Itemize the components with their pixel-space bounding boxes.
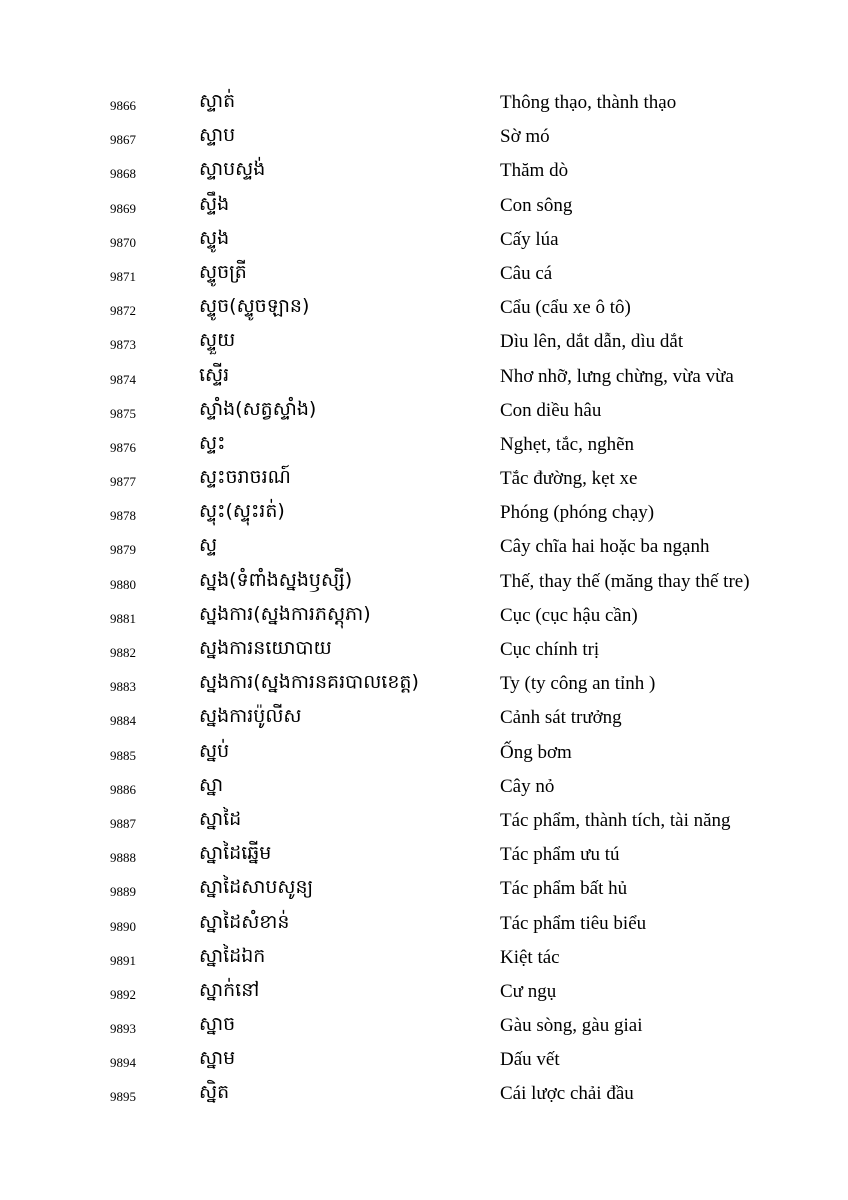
entry-row	[0, 840, 848, 874]
khmer-term: ស្ទុះ(ស្ទុះរត់)	[199, 500, 285, 523]
khmer-term: ស្ទះ	[199, 431, 226, 454]
entry-row	[0, 1011, 848, 1045]
entry-number: 9887	[110, 815, 136, 831]
khmer-term: ស្នាដៃសំខាន់	[199, 910, 290, 933]
khmer-term: ស្នាក់នៅ	[199, 978, 260, 1001]
entry-number: 9868	[110, 166, 136, 182]
khmer-term: ស្នង(ទំពាំងស្នងឫស្សី)	[199, 568, 353, 591]
entry-number: 9875	[110, 405, 136, 421]
entry-row	[0, 293, 848, 327]
khmer-term: ស្ទាប	[199, 124, 236, 147]
entry-row	[0, 430, 848, 464]
vietnamese-translation: Phóng (phóng chạy)	[500, 502, 655, 524]
entry-row	[0, 703, 848, 737]
khmer-term: ស្នាម	[199, 1047, 236, 1070]
entry-row	[0, 1045, 848, 1079]
vietnamese-translation: Dìu lên, dắt dẫn, dìu dắt	[500, 331, 684, 353]
entry-row	[0, 567, 848, 601]
entry-row	[0, 601, 848, 635]
vietnamese-translation: Thăm dò	[500, 160, 569, 182]
vietnamese-translation: Cục chính trị	[500, 639, 600, 660]
vietnamese-translation: Gàu sòng, gàu giai	[500, 1015, 643, 1037]
vietnamese-translation: Cục (cục hậu cần)	[500, 604, 638, 626]
entry-row	[0, 943, 848, 977]
khmer-term: ស្នងការ(ស្នងការនគរបាលខេត្ត)	[199, 671, 419, 694]
khmer-term: ស្នងការ(ស្នងការភស្តុភា)	[199, 602, 371, 625]
khmer-term: ស្នាដៃសាបសូន្យ	[199, 876, 314, 899]
vietnamese-translation: Cây nỏ	[500, 775, 555, 797]
entry-number: 9889	[110, 884, 136, 900]
entry-number: 9878	[110, 508, 136, 524]
entry-row	[0, 1079, 848, 1113]
entry-row	[0, 532, 848, 566]
entry-number: 9895	[110, 1089, 136, 1105]
entry-number: 9879	[110, 542, 136, 558]
entry-number: 9876	[110, 439, 136, 455]
entry-row	[0, 225, 848, 259]
entry-row	[0, 806, 848, 840]
entry-row	[0, 635, 848, 669]
entry-number: 9869	[110, 200, 136, 216]
khmer-term: ស្នងការប៉ូលីស	[199, 705, 302, 728]
entry-number: 9894	[110, 1055, 136, 1071]
vietnamese-translation: Cẩu (cẩu xe ô tô)	[500, 297, 631, 319]
vietnamese-translation: Nghẹt, tắc, nghẽn	[500, 433, 635, 455]
vietnamese-translation: Tác phẩm tiêu biểu	[500, 912, 647, 934]
khmer-term: ស្ទះចរាចរណ៍	[199, 466, 291, 489]
vietnamese-translation: Tác phẩm bất hủ	[500, 878, 628, 900]
entry-row	[0, 88, 848, 122]
entry-row	[0, 396, 848, 430]
vietnamese-translation: Con sông	[500, 194, 573, 216]
entry-number: 9890	[110, 918, 136, 934]
entry-number: 9888	[110, 850, 136, 866]
vietnamese-translation: Dấu vết	[500, 1049, 560, 1071]
entry-row	[0, 259, 848, 293]
vietnamese-translation: Cảnh sát trưởng	[500, 707, 622, 729]
vietnamese-translation: Ty (ty công an tỉnh )	[500, 673, 656, 695]
entry-number: 9881	[110, 610, 136, 626]
entry-number: 9885	[110, 747, 136, 763]
khmer-term: ស្នាដៃ	[199, 807, 242, 830]
khmer-term: ស្ទើរ	[199, 363, 230, 386]
khmer-term: ស្ទាត់	[199, 90, 236, 112]
entry-number: 9872	[110, 303, 136, 319]
vietnamese-translation: Kiệt tác	[500, 946, 560, 968]
vietnamese-translation: Thông thạo, thành thạo	[500, 92, 677, 113]
khmer-term: ស្ទួយ	[199, 329, 236, 352]
khmer-term: ស្ទ	[199, 534, 218, 557]
khmer-term: ស្ទឹង	[199, 192, 230, 215]
khmer-term: ស្នាដៃឯក	[199, 944, 266, 967]
entry-row	[0, 191, 848, 225]
khmer-term: ស្ទូច(ស្ទូចឡាន)	[199, 295, 310, 318]
vietnamese-translation: Thế, thay thế (măng thay thế tre)	[500, 570, 750, 592]
entry-number: 9893	[110, 1021, 136, 1037]
vietnamese-translation: Nhơ nhỡ, lưng chừng, vừa vừa	[500, 365, 734, 387]
vietnamese-translation: Sờ mó	[500, 126, 550, 148]
entry-row	[0, 362, 848, 396]
vietnamese-translation: Cư ngụ	[500, 980, 557, 1002]
entry-row	[0, 327, 848, 361]
khmer-term: ស្នងការនយោបាយ	[199, 637, 332, 659]
entry-row	[0, 874, 848, 908]
entry-number: 9882	[110, 645, 136, 660]
entry-list	[0, 88, 848, 1114]
entry-row	[0, 498, 848, 532]
entry-number: 9866	[110, 98, 136, 113]
entry-number: 9892	[110, 986, 136, 1002]
entry-number: 9877	[110, 474, 136, 490]
khmer-term: ស្ទាំង(សត្វស្ទាំង)	[199, 397, 317, 420]
entry-number: 9884	[110, 713, 136, 729]
entry-row	[0, 669, 848, 703]
khmer-term: ស្ទូចត្រី	[199, 260, 247, 283]
entry-number: 9870	[110, 234, 136, 250]
khmer-term: ស្និត	[199, 1081, 230, 1104]
entry-number: 9880	[110, 576, 136, 592]
entry-row	[0, 772, 848, 806]
khmer-term: ស្នាដៃឆ្នើម	[199, 842, 272, 865]
entry-row	[0, 122, 848, 156]
vietnamese-translation: Cấy lúa	[500, 228, 559, 250]
entry-number: 9886	[110, 781, 136, 797]
entry-row	[0, 909, 848, 943]
entry-row	[0, 977, 848, 1011]
entry-row	[0, 738, 848, 772]
entry-row	[0, 464, 848, 498]
entry-number: 9883	[110, 679, 136, 695]
vietnamese-translation: Cây chĩa hai hoặc ba ngạnh	[500, 536, 710, 558]
entry-number: 9871	[110, 268, 136, 284]
khmer-term: ស្ទូង	[199, 226, 230, 249]
vietnamese-translation: Con diều hâu	[500, 399, 602, 421]
vietnamese-translation: Câu cá	[500, 262, 553, 284]
vietnamese-translation: Ống bơm	[500, 741, 572, 763]
entry-row	[0, 156, 848, 190]
vietnamese-translation: Cái lược chải đầu	[500, 1083, 634, 1105]
entry-number: 9874	[110, 371, 136, 387]
khmer-term: ស្នប់	[199, 739, 230, 762]
vietnamese-translation: Tác phẩm ưu tú	[500, 844, 620, 866]
khmer-term: ស្នា	[199, 773, 224, 796]
entry-number: 9873	[110, 337, 136, 353]
khmer-term: ស្នាច	[199, 1013, 236, 1036]
entry-number: 9891	[110, 952, 136, 968]
vietnamese-translation: Tắc đường, kẹt xe	[500, 468, 638, 490]
khmer-term: ស្ទាបស្ទង់	[199, 158, 266, 181]
entry-number: 9867	[110, 132, 136, 148]
vietnamese-translation: Tác phẩm, thành tích, tài năng	[500, 809, 731, 831]
